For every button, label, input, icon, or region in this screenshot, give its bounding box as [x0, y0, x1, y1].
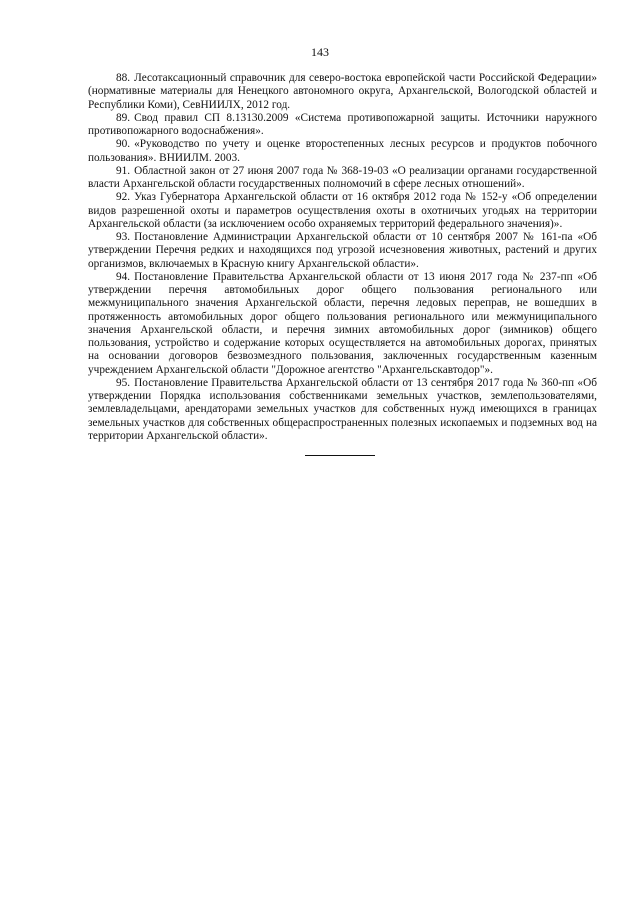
- end-divider: [305, 455, 375, 456]
- reference-text: Областной закон от 27 июня 2007 года № 368-19-03 «О реализации органами государственной власти Архангельской области государственных полномочий в сфере лесных отношений».: [88, 164, 597, 190]
- reference-number: 94.: [116, 270, 131, 283]
- reference-item-89: [88, 112, 597, 139]
- reference-item-93: [88, 231, 597, 271]
- reference-text: Постановление Администрации Архангельской области от 10 сентября 2007 № 161-па «Об утверждении Перечня редких и находящихся под угрозой исчезновения животных, растений и других организмов, включаемых в Красную книгу Архангельской области».: [88, 231, 597, 270]
- reference-number: 88.: [116, 72, 131, 84]
- reference-item-90: [88, 138, 597, 165]
- reference-text: Лесотаксационный справочник для северо-востока европейской части Российской Федерации» (нормативные материалы для Ненецкого автономного округа, Архангельской, Вологодской областей и Республики Коми), СевНИИЛХ, 2012 год.: [88, 72, 597, 111]
- reference-item-94: [88, 271, 597, 377]
- reference-number: 93.: [116, 231, 131, 243]
- reference-item-95: [88, 377, 597, 443]
- reference-text: Свод правил СП 8.13130.2009 «Система противопожарной защиты. Источники наружного противопожарного водоснабжения».: [88, 111, 597, 137]
- reference-text: Постановление Правительства Архангельской области от 13 сентября 2017 года № 360-пп «Об утверждении Порядка использования собственниками земельных участков, землепользователями, землевладельцами, арендаторами земельных участков для собственных нужд имеющихся в границах земельных участков для собственных общераспространенных полезных ископаемых и подземных вод на территории Архангельской области».: [88, 376, 597, 442]
- reference-text: Постановление Правительства Архангельской области от 13 июня 2017 года № 237-пп «Об утверждении перечня автомобильных дорог общего пользования регионального или межмуниципального значения Архангельской области, перечня ледовых переправ, не вошедших в протяженность автомобильных дорог общего пользования регионального или межмуниципального значения Архангельской области, и перечня зимних автомобильных дорог (зимников) общего пользования, устройство и содержание которых осуществляется на автомобильных дорогах, принятых на основании договоров безвозмездного пользования, заключенных государственным казенным учреждением Архангельской области "Дорожное агентство "Архангельскавтодор"».: [88, 270, 597, 376]
- reference-number: 89.: [116, 111, 131, 124]
- reference-item-91: [88, 165, 597, 192]
- reference-text: Указ Губернатора Архангельской области от 16 октября 2012 года № 152-у «Об определении видов разрешенной охоты и параметров осуществления охоты в охотничьих угодьях на территории Архангельской области (за исключением особо охраняемых территорий федерального значения)».: [88, 191, 597, 230]
- reference-number: 90.: [116, 138, 131, 151]
- reference-list: [88, 72, 597, 456]
- page-number: 143: [311, 45, 329, 59]
- reference-item-88: [88, 72, 597, 112]
- reference-number: 91.: [116, 164, 131, 177]
- reference-number: 95.: [116, 376, 131, 389]
- reference-item-92: [88, 191, 597, 231]
- reference-text: «Руководство по учету и оценке второстепенных лесных ресурсов и продуктов побочного пользования». ВНИИЛМ. 2003.: [88, 138, 597, 164]
- reference-number: 92.: [116, 191, 131, 204]
